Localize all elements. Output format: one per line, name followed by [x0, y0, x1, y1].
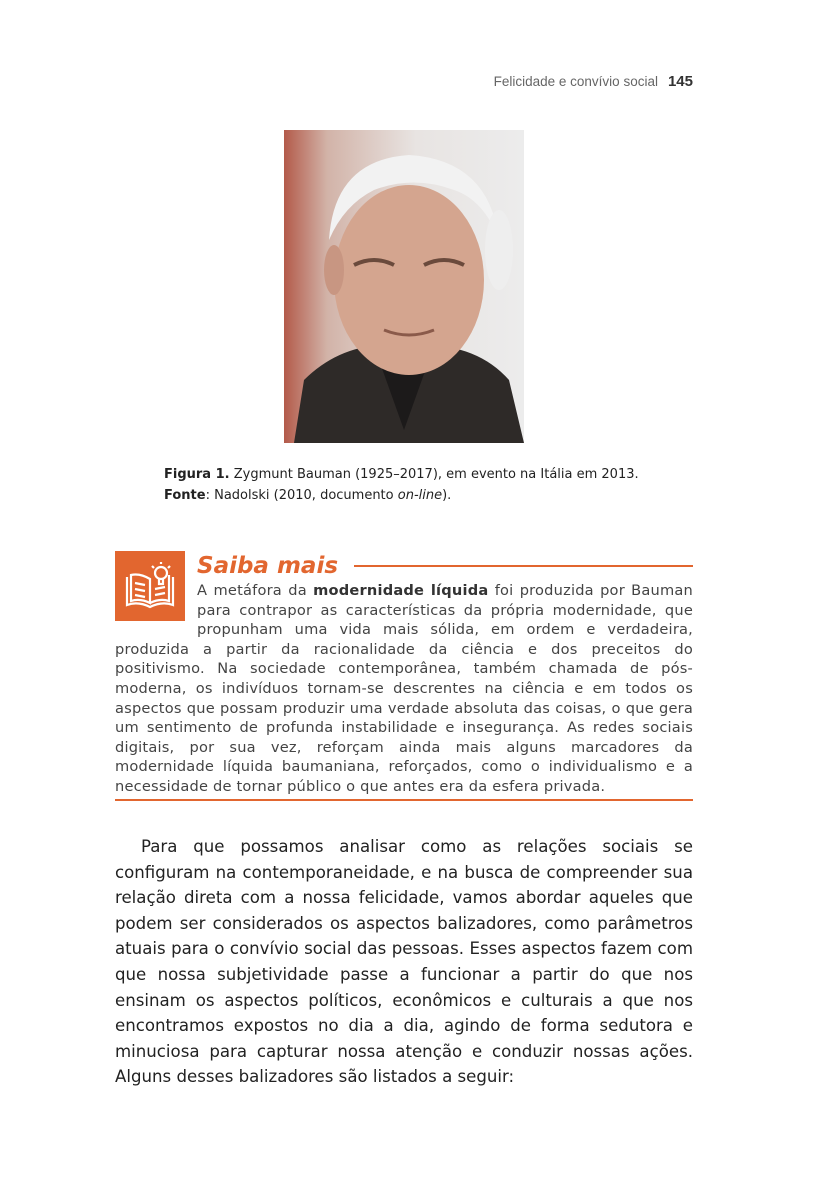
saiba-mais-bottom-rule: [115, 799, 693, 801]
title-rule: [354, 565, 693, 567]
source-text: : Nadolski (2010, documento: [205, 488, 398, 503]
portrait-photo: [284, 130, 524, 443]
saiba-mais-box: [115, 551, 693, 797]
body-paragraph: Para que possamos analisar como as relações sociais se configuram na contemporaneidade, e na busca de compreender sua relação direta com a nossa felicidade, vamos abordar aqueles que podem ser considerados os aspectos balizadores, como parâmetros atuais para o convívio social das pessoas. Esses aspectos fazem com que nossa subjetividade passe a funcionar a partir do que nos ensinam os aspectos políticos, econômicos e culturais a que nos encontramos expostos no dia a dia, agindo de forma sedutora e minuciosa para capturar nossa atenção e conduzir nossas ações. Alguns desses balizadores são listados a seguir:: [115, 837, 693, 1087]
saiba-mais-text: [115, 581, 693, 797]
running-header: [494, 73, 693, 90]
caption-line: [164, 464, 639, 485]
saiba-mais-title-row: [197, 551, 693, 581]
text-bold: modernidade líquida: [313, 582, 489, 599]
book-lightbulb-icon: [115, 551, 185, 621]
caption-text: Zygmunt Bauman (1925–2017), em evento na Itália em 2013.: [229, 467, 639, 482]
page-number: 145: [667, 73, 693, 90]
figure-label: Figura 1.: [164, 467, 230, 482]
source-label: Fonte: [164, 488, 206, 503]
figure-caption: [164, 464, 639, 506]
text-after: foi produzida por Bauman para contrapor as características da própria modernidade, que propunham uma vida mais sólida, em ordem e verdadeira, produzida a partir da racionalidade da ciência e dos preceitos do positivismo. Na sociedade contemporânea, também chamada de pós-moderna, os indivíduos tornam-se descrentes na ciência e em todos os aspectos que possam produzir uma verdade absoluta das coisas, o que gera um sentimento de profunda instabilidade e insegurança. As redes sociais digitais, por sua vez, reforçam ainda mais alguns marcadores da modernidade líquida baumaniana, reforçados, como o individualismo e a necessidade de tornar público o que antes era da esfera privada.: [115, 582, 693, 795]
source-end: ).: [442, 488, 452, 503]
chapter-title: Felicidade e convívio social: [493, 74, 658, 89]
portrait-illustration: [284, 130, 524, 443]
source-italic: on-line: [397, 488, 443, 503]
text-before: A metáfora da: [197, 582, 314, 599]
source-line: [164, 485, 639, 506]
saiba-mais-title: Saiba mais: [197, 553, 339, 579]
